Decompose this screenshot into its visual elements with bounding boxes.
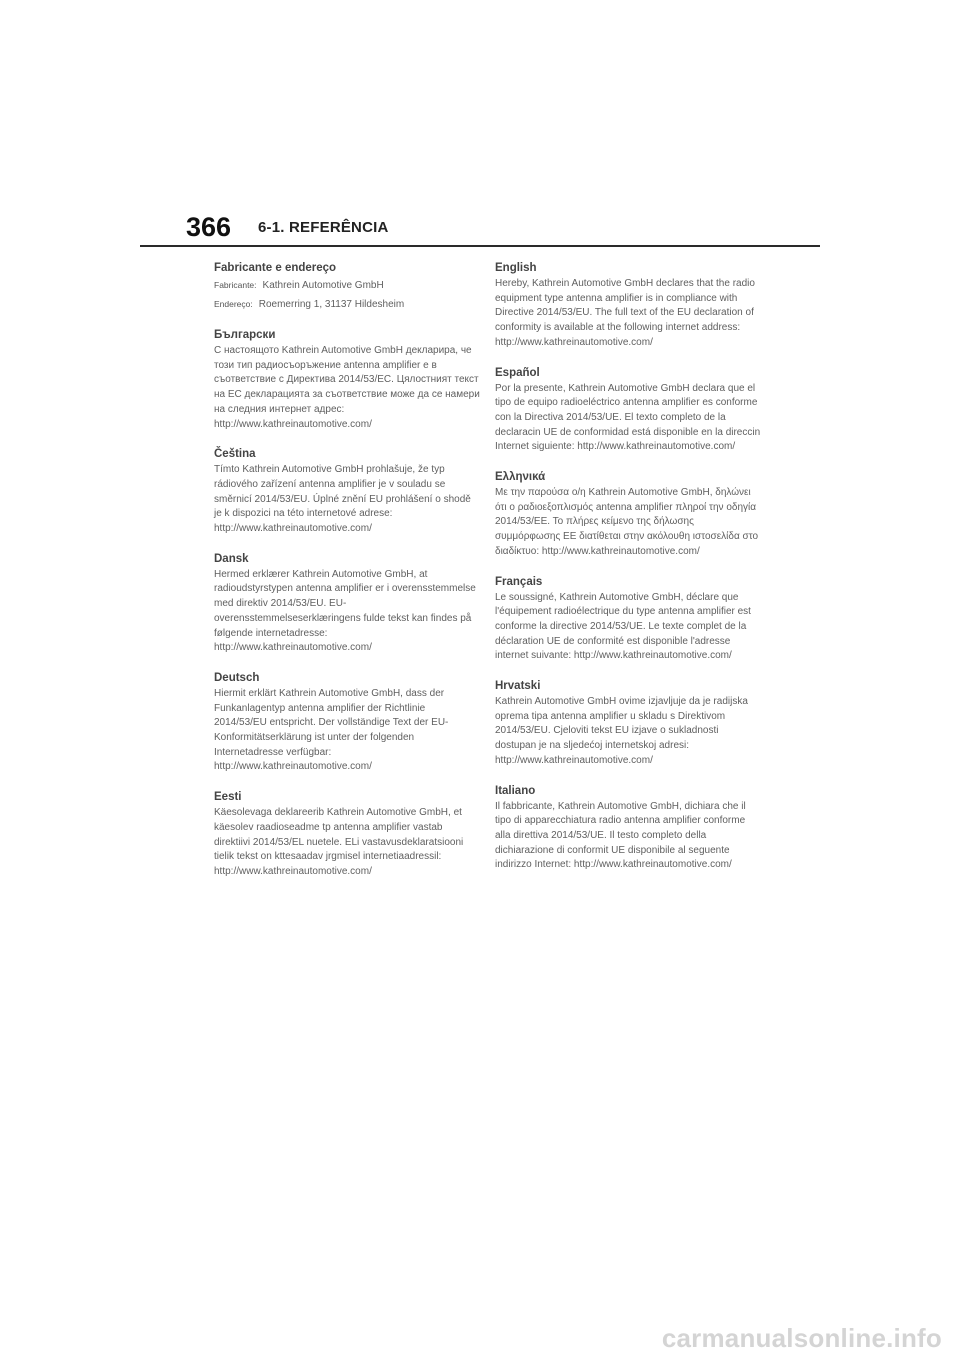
manufacturer-label: Fabricante: [214, 280, 257, 290]
language-declaration [495, 367, 761, 456]
page-number: 366 [186, 212, 232, 242]
declaration-text: Hiermit erklärt Kathrein Automotive GmbH, dass der Funkanlagentyp antenna amplifier der Richtlinie 2014/53/EU entspricht. Der vollständige Text der EU-Konformitätserklärung ist unter der folgenden Internetadresse verfügbar: http://www.kathreinautomotive.com/ [214, 687, 449, 773]
language-heading: Български [214, 329, 276, 341]
header-divider [140, 245, 820, 247]
declaration-text: Kathrein Automotive GmbH ovime izjavljuje da je radijska oprema tipa antenna amplifier u skladu s Direktivom 2014/53/EU. Cjeloviti tekst EU izjave o sukladnosti dostupan je na sljedećoj internetskoj adresi: http://www.kathreinautomotive.com/ [495, 696, 748, 766]
manufacturer-row [214, 277, 480, 294]
language-declaration [214, 448, 480, 537]
language-heading: Italiano [495, 784, 536, 797]
address-label: Endereço: [214, 299, 253, 309]
language-declaration [495, 680, 761, 769]
language-declaration [495, 471, 761, 560]
declaration-text: Por la presente, Kathrein Automotive GmbH declara que el tipo de equipo radioeléctrico antenna amplifier es conforme con la Directiva 2014/53/UE. El texto completo de la declaracin UE de conformidad está disponible en la direccin Internet siguiente: http://www.kathreinautomotive.com/ [495, 382, 761, 453]
language-declaration [214, 672, 480, 775]
manufacturer-block [214, 262, 480, 313]
declaration-text: Tímto Kathrein Automotive GmbH prohlašuje, že typ rádiového zařízení antenna amplifier je v souladu se směrnicí 2014/53/EU. Úplné znění EU prohlášení o shodě je k dispozici na této internetové adrese: http://www.kathreinautomotive.com/ [214, 464, 471, 535]
declaration-text: Käesolevaga deklareerib Kathrein Automotive GmbH, et käesolev raadioseadme tp antenna amplifier vastab direktiivi 2014/53/EL nuetele. ELi vastavusdeklaratsiooni tielik tekst on kttesaadav jrgmisel internetiaadressil: http://www.kathreinautomotive.com/ [214, 807, 464, 877]
language-heading: Dansk [214, 552, 249, 565]
language-declaration [214, 791, 480, 880]
language-heading: Español [495, 366, 540, 379]
address-row [214, 296, 480, 313]
language-declaration [495, 576, 761, 665]
language-heading: Français [495, 575, 543, 588]
language-declaration [495, 785, 761, 874]
declaration-text: Με την παρούσα ο/η Kathrein Automotive GmbH, δηλώνει ότι ο ραδιοεξοπλισμός antenna amplifier πληροί την οδηγία 2014/53/ΕΕ. Το πλήρες κείμενο της δήλωσης συμμόρφωσης ΕΕ διατίθεται στην ακόλουθη ιστοσελίδα στο διαδίκτυο: http://www.kathreinautomotive.com/ [495, 487, 759, 557]
language-declaration [214, 329, 480, 432]
declaration-text: Hermed erklærer Kathrein Automotive GmbH, at radioudstyrstypen antenna amplifier er i overensstemmelse med direktiv 2014/53/EU. EU-overensstemmelseserklæringens fulde tekst kan findes på følgende internetadresse: http://www.kathreinautomotive.com/ [214, 568, 476, 654]
language-heading: Deutsch [214, 671, 260, 684]
language-declaration [214, 553, 480, 656]
section-title: 6-1. REFERÊNCIA [258, 219, 389, 236]
declaration-text: С настоящото Kathrein Automotive GmbH декларира, че този тип радиосъоръжение antenna amplifier е в съответствие с Директива 2014/53/ЕС. Цялостният текст на ЕС декларацията за съответствие може да се намери на следния интернет адрес: http://www.kathreinautomotive.com/ [214, 345, 480, 430]
language-heading: Čeština [214, 448, 256, 461]
address-value: Roemerring 1, 31137 Hildesheim [258, 299, 405, 310]
manufacturer-value: Kathrein Automotive GmbH [262, 280, 384, 291]
declaration-text: Le soussigné, Kathrein Automotive GmbH, déclare que l'équipement radioélectrique du type antenna amplifier est conforme la directive 2014/53/UE. Le texte complet de la déclaration UE de conformité est disponible l'adresse internet suivante: http://www.kathreinautomotive.com/ [495, 591, 751, 662]
language-heading: Eesti [214, 791, 242, 804]
right-column [495, 262, 761, 889]
language-declaration [495, 262, 761, 351]
left-column [214, 262, 480, 896]
manufacturer-heading: Fabricante e endereço [214, 262, 337, 274]
language-heading: Hrvatski [495, 680, 541, 693]
watermark-text: carmanualsonline.info [661, 1323, 942, 1353]
declaration-text: Il fabbricante, Kathrein Automotive GmbH, dichiara che il tipo di apparecchiatura radio antenna amplifier conforme alla direttiva 2014/53/UE. Il testo completo della dichiarazione di conformit UE disponibile al seguente indirizzo Internet: http://www.kathreinautomotive.com/ [495, 800, 746, 871]
language-heading: English [495, 262, 537, 274]
language-heading: Ελληνικά [495, 471, 546, 484]
declaration-text: Hereby, Kathrein Automotive GmbH declares that the radio equipment type antenna amplifier is in compliance with Directive 2014/53/EU. The full text of the EU declaration of conformity is available at the following internet address: http://www.kathreinautomotive.com/ [495, 278, 755, 348]
